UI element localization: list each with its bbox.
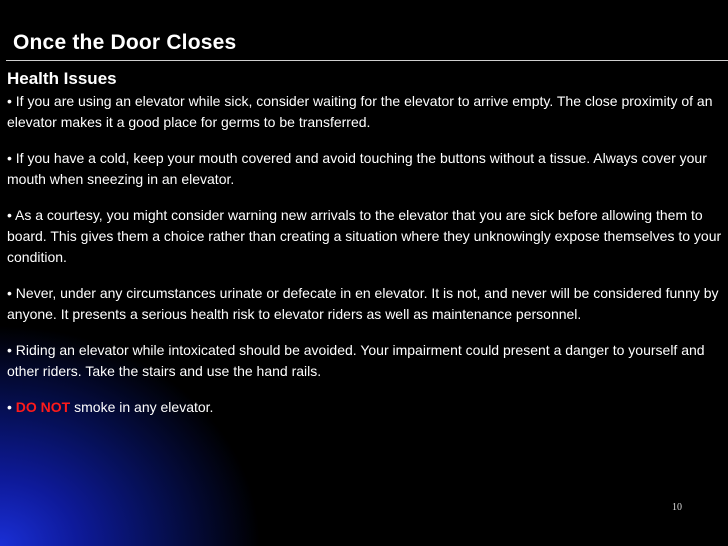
bullet-text: If you have a cold, keep your mouth covered and avoid touching the buttons without a tissue. Always cover your mouth when sneezing in an elevator. xyxy=(7,150,707,187)
bullet-item-5 xyxy=(7,340,726,382)
bullet-text: Never, under any circumstances urinate or defecate in en elevator. It is not, and never will be considered funny by anyone. It presents a serious health risk to elevator riders as well as maintenance personnel. xyxy=(7,285,719,322)
slide-content xyxy=(7,68,726,433)
bullet-dot: • xyxy=(7,399,12,415)
bullet-text: Riding an elevator while intoxicated should be avoided. Your impairment could present a danger to yourself and other riders. Take the stairs and use the hand rails. xyxy=(7,342,705,379)
bullet-dot: • xyxy=(7,342,12,358)
bullet-text: As a courtesy, you might consider warning new arrivals to the elevator that you are sick before allowing them to board. This gives them a choice rather than creating a situation where they unknowingly expose themselves to your condition. xyxy=(7,207,722,265)
bullet-item-3 xyxy=(7,205,726,268)
bullet-dot: • xyxy=(7,207,12,223)
bullet-dot: • xyxy=(7,150,12,166)
bullet-text: If you are using an elevator while sick, consider waiting for the elevator to arrive empty. The close proximity of an elevator makes it a good place for germs to be transferred. xyxy=(7,93,713,130)
slide-title: Once the Door Closes xyxy=(13,31,237,54)
section-heading: Health Issues xyxy=(7,69,117,88)
bullet-item-2 xyxy=(7,148,726,190)
bullet-item-1 xyxy=(7,91,726,133)
do-not-emphasis: DO NOT xyxy=(15,399,71,415)
bullet-text: smoke in any elevator. xyxy=(70,399,214,415)
title-divider xyxy=(6,60,728,61)
page-number: 10 xyxy=(672,502,682,513)
bullet-dot: • xyxy=(7,285,12,301)
bullet-item-4 xyxy=(7,283,726,325)
bullet-dot: • xyxy=(7,93,12,109)
bullet-item-6 xyxy=(7,397,726,418)
